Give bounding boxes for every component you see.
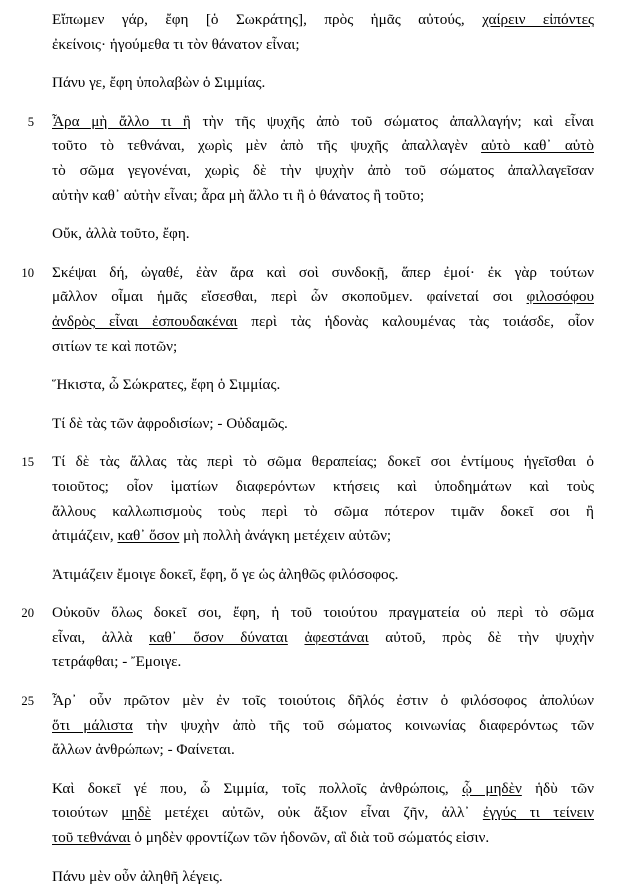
text-run: τοῦτο τὸ τεθνάναι, χωρὶς μὲν ἀπὸ τῆς ψυχῆς ἀπαλλαγὲν — [52, 137, 482, 155]
text-paragraph — [36, 373, 594, 398]
text-run: Ἥκιστα, ὦ Σώκρατες, ἔφη ὁ Σιμμίας. — [52, 376, 281, 394]
text-run: μὴ πολλὴ ἀνάγκη μετέχειν αὐτῶν; — [179, 527, 392, 545]
text-line — [52, 689, 594, 714]
text-paragraph — [27, 110, 594, 208]
underlined-text: ὅτι μάλιστα — [52, 716, 133, 734]
text-run: ἀτιμάζειν, — [52, 527, 118, 545]
text-run: τὸ σῶμα γεγονέναι, χωρὶς δὲ τὴν ψυχὴν ἀπὸ τοῦ σώματος ἀπαλλαγεῖσαν — [52, 161, 594, 179]
text-run: αὐτοῦ, πρὸς δὲ τὴν ψυχὴν — [368, 628, 595, 646]
text-paragraph — [21, 450, 594, 548]
text-line — [52, 8, 594, 33]
line-number: 10 — [21, 265, 34, 280]
text-line — [52, 285, 594, 310]
text-run: Εἴπωμεν γάρ, ἔφη [ὁ Σωκράτης], πρὸς ἡμᾶς αὐτούς, — [52, 11, 483, 28]
text-run: εἶναι, ἀλλὰ — [52, 628, 149, 646]
text-run: τὴν τῆς ψυχῆς ἀπὸ τοῦ σώματος ἀπαλλαγήν; καὶ εἶναι — [190, 112, 594, 130]
text-run: Καὶ δοκεῖ γέ που, ὦ Σιμμία, τοῖς πολλοῖς ἀνθρώποις, — [52, 779, 463, 797]
text-paragraph — [21, 689, 594, 763]
text-line — [52, 801, 594, 826]
underlined-text: μηδὲ — [121, 804, 151, 822]
text-line — [52, 373, 594, 398]
underlined-text: φιλοσόφου — [526, 288, 594, 306]
text-run: ἄλλους καλλωπισμοὺς τοὺς περὶ τὸ σῶμα πότερον τιμᾶν δοκεῖ σοι ἢ — [52, 502, 594, 520]
text-line — [52, 222, 594, 247]
underlined-text: ᾧ μηδὲν — [462, 779, 522, 797]
underlined-text: Ἆρα μὴ ἄλλο τι ἢ — [52, 112, 191, 130]
text-run: Πάνυ μὲν οὖν ἀληθῆ λέγεις. — [52, 867, 223, 885]
text-run: Ἆρ᾽ οὖν πρῶτον μὲν ἐν τοῖς τοιούτοις δῆλός ἐστιν ὁ φιλόσοφος ἀπολύων — [52, 692, 594, 710]
line-number: 15 — [21, 455, 34, 470]
underlined-text: χαίρειν εἰπόντες — [482, 11, 594, 28]
text-run: Οὐκοῦν ὅλως δοκεῖ σοι, ἔφη, ἡ τοῦ τοιούτου πραγματεία οὐ περὶ τὸ σῶμα — [52, 604, 594, 622]
text-run: περὶ τὰς ἡδονὰς καλουμένας τὰς τοιάσδε, οἷον — [237, 312, 594, 330]
text-line — [52, 601, 594, 626]
text-run: τὴν ψυχὴν ἀπὸ τῆς τοῦ σώματος κοινωνίας διαφερόντως τῶν — [132, 716, 594, 734]
text-run: αὐτὴν καθ᾽ αὑτὴν εἶναι; ἆρα μὴ ἄλλο τι ἢ ὁ θάνατος ἢ τοῦτο; — [52, 186, 425, 204]
text-line — [52, 335, 594, 360]
text-line — [52, 524, 594, 549]
line-number: 5 — [27, 114, 34, 129]
line-number: 25 — [21, 694, 34, 709]
text-paragraph — [36, 777, 594, 851]
text-paragraph — [36, 222, 594, 247]
text-paragraph — [36, 8, 594, 57]
text-run: τετράφθαι; - Ἔμοιγε. — [52, 653, 182, 671]
text-run: Τί δὲ τὰς τῶν ἀφροδισίων; - Οὐδαμῶς. — [52, 414, 288, 432]
underlined-text: αὐτὸ καθ᾽ αὑτὸ — [481, 137, 594, 155]
text-line — [52, 626, 594, 651]
text-paragraph — [36, 563, 594, 588]
underlined-text: ἐγγύς τι τείνειν — [482, 804, 594, 822]
text-line — [52, 738, 594, 763]
text-line — [52, 261, 594, 286]
text-paragraph — [21, 601, 595, 675]
text-line — [52, 33, 594, 58]
line-number: 20 — [21, 606, 34, 621]
text-line — [52, 110, 594, 135]
text-run: σιτίων τε καὶ ποτῶν; — [52, 337, 178, 355]
underlined-text: τοῦ τεθνάναι — [52, 829, 131, 847]
text-line — [52, 134, 594, 159]
text-line — [52, 777, 594, 802]
text-run: Τί δὲ τὰς ἄλλας τὰς περὶ τὸ σῶμα θεραπείας; δοκεῖ σοι ἐντίμους ἡγεῖσθαι ὁ — [52, 453, 594, 471]
text-paragraph — [36, 865, 594, 889]
text-line — [52, 650, 594, 675]
text-line — [52, 500, 594, 525]
text-line — [52, 450, 594, 475]
text-line — [52, 563, 594, 588]
text-line — [52, 826, 594, 851]
text-run: ἐκείνοις· ἡγούμεθα τι τὸν θάνατον εἶναι; — [52, 35, 300, 53]
text-run: μᾶλλον οἶμαι ἡμᾶς εἴσεσθαι, περὶ ὧν σκοποῦμεν. φαίνεταί σοι — [52, 288, 527, 306]
text-line — [52, 475, 594, 500]
text-run: ὁ μηδὲν φροντίζων τῶν ἡδονῶν, αἳ διὰ τοῦ σώματός εἰσιν. — [130, 829, 490, 847]
text-paragraph — [36, 71, 594, 96]
text-line — [52, 412, 594, 437]
text-run: Οὔκ, ἀλλὰ τοῦτο, ἔφη. — [52, 225, 190, 243]
text-line — [52, 71, 594, 96]
text-run: τοιούτων — [52, 804, 122, 822]
text-run: τοιοῦτος; οἷον ἱματίων διαφερόντων κτήσεις καὶ ὑποδημάτων καὶ τοὺς — [52, 477, 594, 495]
text-run: ἡδὺ τῶν — [521, 779, 594, 797]
text-run: Ἀτιμάζειν ἔμοιγε δοκεῖ, ἔφη, ὅ γε ὡς ἀληθῶς φιλόσοφος. — [52, 565, 399, 583]
underlined-text: καθ᾽ ὅσον — [117, 527, 180, 545]
underlined-text: καθ᾽ ὅσον δύναται — [148, 628, 288, 646]
text-line — [52, 865, 594, 889]
text-paragraph — [21, 261, 594, 359]
underlined-text: ἐσπουδακέναι — [152, 312, 238, 330]
text-line — [52, 184, 594, 209]
text-run: μετέχει αὐτῶν, οὐκ ἄξιον εἶναι ζῆν, ἀλλ᾽ — [150, 804, 483, 822]
text-line — [52, 159, 594, 184]
text-paragraph — [36, 412, 594, 437]
text-run: Πάνυ γε, ἔφη ὑπολαβὼν ὁ Σιμμίας. — [52, 74, 266, 92]
text-line — [52, 714, 594, 739]
document-body — [21, 8, 595, 889]
underlined-text: ἀφεστάναι — [304, 628, 369, 646]
text-line — [52, 310, 594, 335]
text-run: Σκέψαι δή, ὠγαθέ, ἐὰν ἄρα καὶ σοὶ συνδοκῇ, ἅπερ ἐμοί· ἐκ γὰρ τούτων — [52, 263, 594, 281]
text-run — [288, 629, 305, 646]
text-run: ἄλλων ἀνθρώπων; - Φαίνεται. — [52, 741, 235, 759]
underlined-text: ἀνδρὸς εἶναι — [52, 312, 153, 330]
